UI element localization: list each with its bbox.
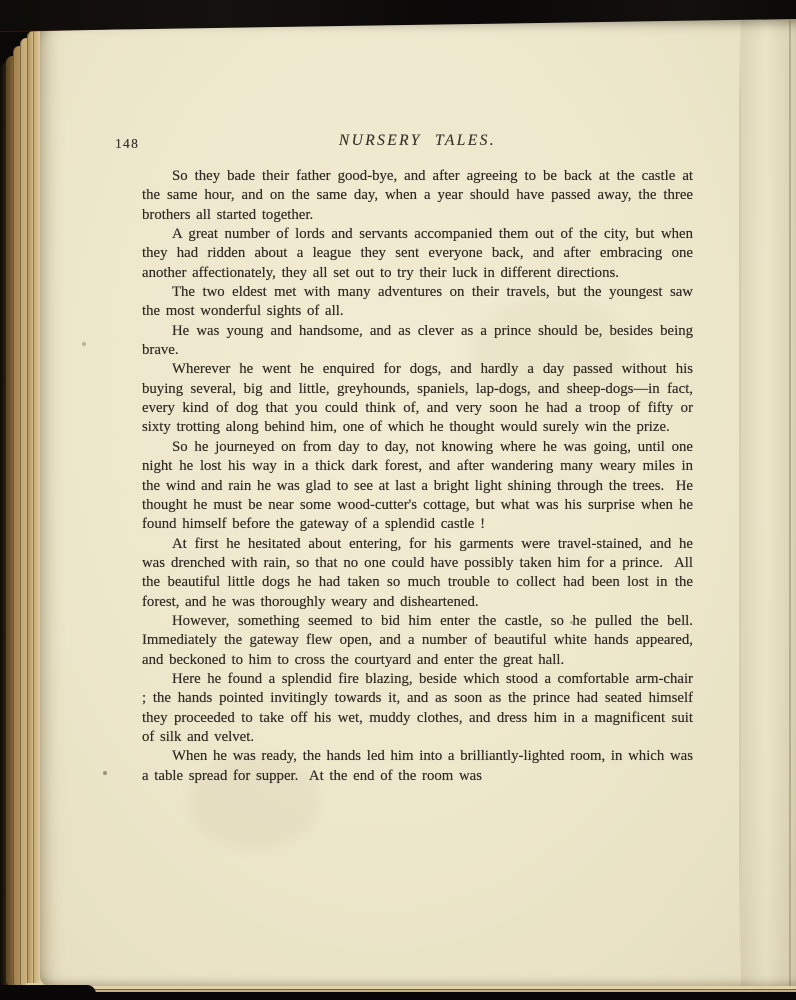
body-paragraph: When he was ready, the hands led him into a brilliantly-lighted room, in which was a table spread for supper. At the end of the room was <box>142 748 699 784</box>
body-paragraph: Wherever he went he enquired for dogs, and hardly a day passed without his buying several, big and little, greyhounds, spaniels, lap-dogs, and sheep-dogs—in fact, every kind of dog that you could think of, and very soon he had a troop of fifty or sixty trotting along behind him, one of which he thought would surely win the prize. <box>142 361 699 436</box>
body-paragraph: He was young and handsome, and as clever as a prince should be, besides being brave. <box>142 322 699 359</box>
body-paragraph: At first he hesitated about entering, for his garments were travel-stained, and he was drenched with rain, so that no one could have possibly taken him for a prince. All the beautiful little dogs he had taken so much trouble to collect had been lost in the forest, and he was thoroughly weary and disheartened. <box>142 535 699 610</box>
page-number: 148 <box>115 136 140 151</box>
body-paragraph: So they bade their father good-bye, and after agreeing to be back at the castle at the same hour, and on the same day, when a year should have passed away, the three brothers all started together. <box>142 168 699 223</box>
printed-text-block <box>115 132 705 786</box>
binding-bottom-band <box>0 992 796 1000</box>
story-text <box>142 167 705 786</box>
gutter-shading <box>741 18 796 986</box>
running-title: NURSERY TALES. <box>338 132 497 149</box>
page-crease <box>739 20 741 984</box>
body-paragraph: However, something seemed to bid him enter the castle, so he pulled the bell. Immediately the gateway flew open, and a number of beautiful white hands appeared, and beckoned to him to cross the courtyard and enter the great hall. <box>142 612 705 668</box>
book-page <box>40 18 796 986</box>
paper-speck <box>103 771 107 775</box>
body-paragraph: So he journeyed on from day to day, not knowing where he was going, until one night he lost his way in a thick dark forest, and after wandering many weary miles in the wind and rain he was glad to see at last a bright light shining through the trees. He thought he must be near some wood-cutter's cottage, but what was his surprise when he found himself before the gateway of a splendid castle ! <box>142 438 699 533</box>
paper-speck <box>570 621 573 624</box>
body-paragraph: The two eldest met with many adventures on their travels, but the youngest saw the most wonderful sights of all. <box>142 284 699 320</box>
page-header <box>115 132 693 167</box>
page-edge-line <box>789 20 791 986</box>
body-paragraph: A great number of lords and servants accompanied them out of the city, but when they had ridden about a league they sent everyone back, and after embracing one another affectionately, they all set out to try their luck in different directions. <box>142 226 699 281</box>
paper-speck <box>82 342 86 346</box>
body-paragraph: Here he found a splendid fire blazing, beside which stood a comfortable arm-chair ; the hands pointed invitingly towards it, and as soon as the prince had seated himself they proceeded to take off his wet, muddy clothes, and dress him in a magnificent suit of silk and velvet. <box>142 670 699 745</box>
